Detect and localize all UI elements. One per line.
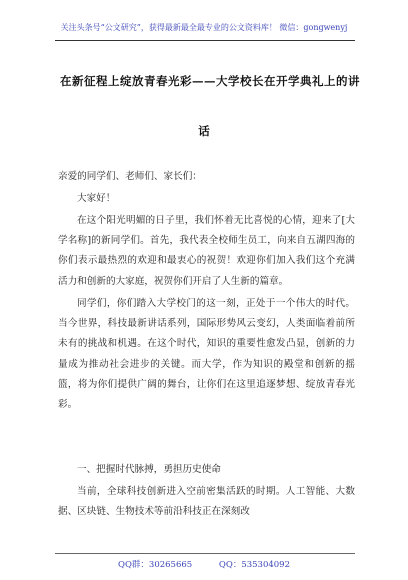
paragraph-era: 同学们，你们踏入大学校门的这一刻，正处于一个伟大的时代。当今世界，科技最新讲话系列，国际形势风云变幻，人类面临着前所未有的挑战和机遇。在这个时代，知识的重要性愈发凸显，创新的力量成为推动社会进步的关键。而大学，作为知识的殿堂和创新的摇篮，将为你们提供广阔的舞台，让你们在这里追逐梦想、绽放青春光彩。 bbox=[58, 298, 355, 411]
footer-rule bbox=[55, 553, 355, 554]
paragraph-welcome: 在这个阳光明媚的日子里，我们怀着无比喜悦的心情，迎来了[大学名称]的新同学们。首先，我代表全校师生员工，向来自五湖四海的你们表示最热烈的欢迎和最衷心的祝贺！欢迎你们加入我们这个充满活力和创新的大家庭，祝贺你们开启了人生新的篇章。 bbox=[58, 215, 355, 287]
footer bbox=[0, 558, 408, 570]
paragraph-tech: 当前，全球科技创新进入空前密集活跃的时期。人工智能、大数据、区块链、生物技术等前沿科技正在深刻改 bbox=[58, 486, 355, 518]
header-note: 关注头条号“公文研究”，获得最新最全最专业的公文资料库！ 微信：gongwenyj bbox=[60, 23, 348, 32]
salutation: 亲爱的同学们、老师们、家长们： bbox=[58, 171, 202, 182]
footer-qq-group: QQ群：30265665 bbox=[117, 560, 193, 570]
header-rule bbox=[55, 40, 355, 41]
footer-qq: QQ：535304092 bbox=[218, 560, 290, 570]
document-title-continued: 话 bbox=[198, 124, 210, 138]
section-heading-1: 一、把握时代脉搏，勇担历史使命 bbox=[77, 464, 221, 475]
greeting: 大家好！ bbox=[77, 193, 116, 204]
document-title: 在新征程上绽放青春光彩——大学校长在开学典礼上的讲 bbox=[60, 74, 360, 88]
